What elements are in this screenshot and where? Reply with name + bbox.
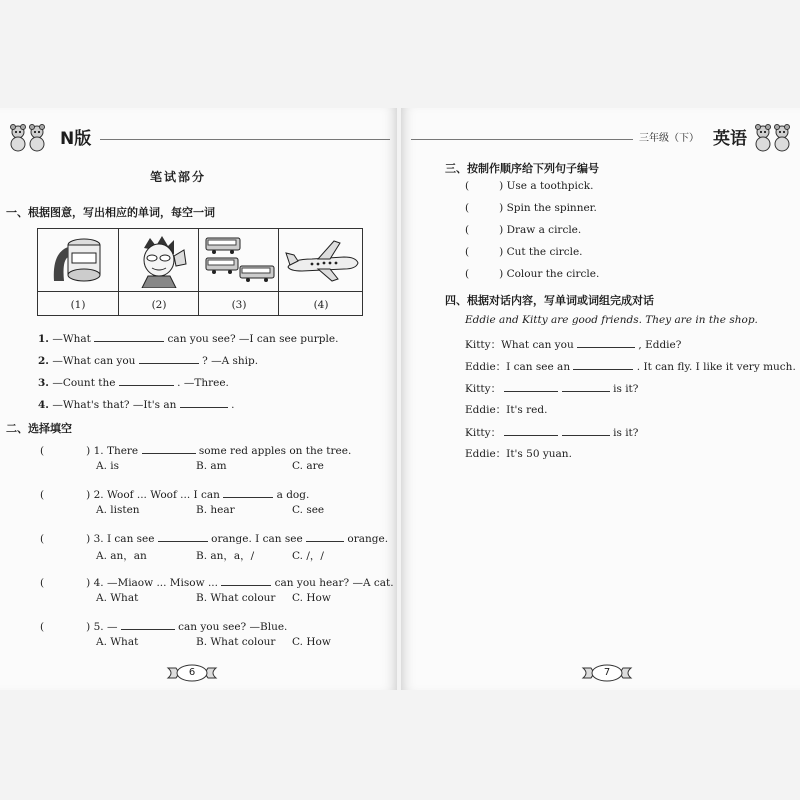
list-item: ( ) 2. Woof ... Woof ... I can a dog. xyxy=(40,486,309,501)
section-3-heading: 三、按制作顺序给下列句子编号 xyxy=(445,162,599,175)
answer-blank[interactable] xyxy=(221,574,271,586)
option-a: A. What xyxy=(96,636,139,648)
book-spread xyxy=(0,108,800,690)
option-c: C. are xyxy=(292,460,324,472)
answer-blank[interactable] xyxy=(504,424,558,436)
answer-blank[interactable] xyxy=(562,424,610,436)
list-item: ( ) Colour the circle. xyxy=(465,268,600,280)
list-item: 3. —Count the . —Three. xyxy=(38,374,229,389)
list-item: 4. —What's that? —It's an . xyxy=(38,396,234,411)
dialogue-line: Eddie：I can see an . It can fly. I like it very much. xyxy=(465,358,796,374)
buses-icon xyxy=(202,236,276,286)
dialogue-line: Kitty： is it? xyxy=(465,380,638,396)
answer-blank[interactable] xyxy=(142,442,196,454)
picture-number: (1) xyxy=(70,299,86,311)
option-c: C. How xyxy=(292,636,331,648)
list-item: 2. —What can you ? —A ship. xyxy=(38,352,258,367)
page-number: 6 xyxy=(166,664,218,682)
list-item: ( ) 5. — can you see? —Blue. xyxy=(40,618,287,633)
option-c: C. /，/ xyxy=(292,550,324,562)
option-b: B. an，a，/ xyxy=(196,550,255,562)
picture-number: (2) xyxy=(151,299,167,311)
list-item: ( ) 4. —Miaow ... Misow ... can you hear? —A cat. xyxy=(40,574,394,589)
right-page xyxy=(401,108,800,690)
option-b: B. What colour xyxy=(196,592,276,604)
dialogue-line: Kitty：What can you , Eddie? xyxy=(465,336,681,352)
answer-blank[interactable] xyxy=(223,486,273,498)
answer-blank[interactable] xyxy=(158,530,208,542)
option-a: A. an，an xyxy=(96,550,147,562)
picture-cell xyxy=(118,229,199,315)
picture-number: (3) xyxy=(231,299,247,311)
answer-blank[interactable] xyxy=(306,530,344,542)
option-a: A. listen xyxy=(96,504,140,516)
page-number: 7 xyxy=(581,664,633,682)
left-page xyxy=(0,108,397,690)
list-item: ( ) 1. There some red apples on the tree. xyxy=(40,442,351,457)
list-item: 1. —What can you see? —I can see purple. xyxy=(38,330,338,345)
bears-icon xyxy=(751,122,795,152)
edition-label: N版 xyxy=(60,129,92,149)
list-item: ( ) 3. I can see orange. I can see orange. xyxy=(40,530,388,545)
option-c: C. see xyxy=(292,504,325,516)
dialogue-line: Eddie：It's 50 yuan. xyxy=(465,448,572,460)
option-b: B. hear xyxy=(196,504,235,516)
answer-blank[interactable] xyxy=(121,618,175,630)
airplane-icon xyxy=(282,239,360,283)
option-c: C. How xyxy=(292,592,331,604)
picture-number: (4) xyxy=(313,299,329,311)
list-item: ( ) Spin the spinner. xyxy=(465,202,597,214)
answer-blank[interactable] xyxy=(180,396,228,408)
option-b: B. What colour xyxy=(196,636,276,648)
page-title: 笔试部分 xyxy=(150,170,207,184)
answer-blank[interactable] xyxy=(119,374,174,386)
list-item: ( ) Draw a circle. xyxy=(465,224,582,236)
boy-listening-icon xyxy=(130,234,188,288)
right-header xyxy=(401,122,800,154)
picture-cell xyxy=(198,229,279,315)
subject-label: 英语 xyxy=(713,129,747,149)
picture-cell xyxy=(38,229,118,315)
grade-label: 三年级（下） xyxy=(639,133,699,144)
left-header xyxy=(0,122,397,154)
answer-blank[interactable] xyxy=(577,336,635,348)
bears-icon xyxy=(6,122,50,152)
section-2-heading: 二、选择填空 xyxy=(6,422,72,435)
dialogue-line: Eddie：It's red. xyxy=(465,404,548,416)
answer-blank[interactable] xyxy=(573,358,633,370)
list-item: ( ) Cut the circle. xyxy=(465,246,583,258)
answer-blank[interactable] xyxy=(504,380,558,392)
answer-blank[interactable] xyxy=(94,330,164,342)
section-1-heading: 一、根据图意，写出相应的单词，每空一词 xyxy=(6,206,215,219)
header-rule xyxy=(100,139,390,140)
answer-blank[interactable] xyxy=(562,380,610,392)
header-rule xyxy=(411,139,633,140)
answer-blank[interactable] xyxy=(139,352,199,364)
dialogue-intro: Eddie and Kitty are good friends. They are in the shop. xyxy=(465,314,758,326)
picture-table xyxy=(37,228,363,316)
option-b: B. am xyxy=(196,460,227,472)
option-a: A. What xyxy=(96,592,139,604)
paint-can-icon xyxy=(46,235,110,287)
dialogue-line: Kitty： is it? xyxy=(465,424,638,440)
list-item: ( ) Use a toothpick. xyxy=(465,180,594,192)
section-4-heading: 四、根据对话内容，写单词或词组完成对话 xyxy=(445,294,654,307)
picture-cell xyxy=(278,229,363,315)
option-a: A. is xyxy=(96,460,120,472)
